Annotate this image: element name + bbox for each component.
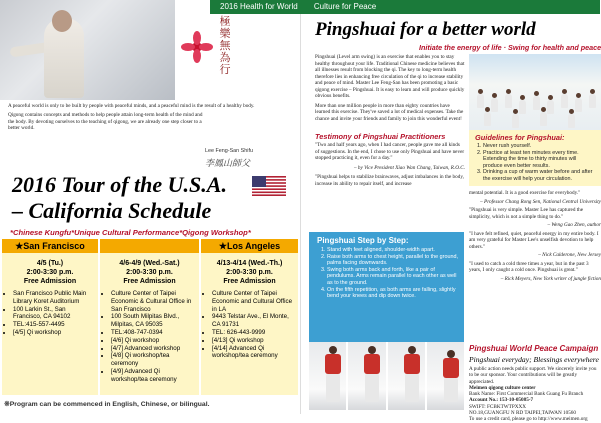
detail-item: • [4/14] Advanced Qi workshop/tea ceremony: [212, 345, 295, 361]
calligraphy-column: [213, 16, 237, 88]
event-dates: [2, 259, 98, 286]
city-header: ★San Francisco: [2, 239, 98, 253]
peace-campaign-subtitle: Pingshuai everyday; Blessings everywhere: [469, 355, 599, 364]
signature-mark: 李鳳山師父: [205, 159, 251, 169]
campaign-line: Account No.: 153-10-05085-7: [469, 397, 534, 404]
detail-item: • 100 South Milpitas Blvd., Milpitas, CA 95035: [111, 313, 196, 329]
schedule-column: [201, 239, 298, 395]
pose-photo: [427, 342, 464, 410]
tour-title: 2016 Tour of the U.S.A. – California Schedule: [12, 172, 227, 223]
testimony-attribution: – Rick Meyers, New York writer of jungle fiction: [500, 275, 601, 282]
step-item: 4. On the fifth repetition, as both arms are falling, slightly bend your knees and dip down twice.: [327, 287, 458, 300]
city-header: [100, 239, 199, 253]
event-details: [201, 290, 298, 360]
crowd-photo: [469, 54, 601, 130]
pose-photo: [388, 342, 425, 410]
event-admission: Free Admission: [23, 278, 77, 285]
campaign-line: Bank Name: First Commercial Bank Guang Fu Branch: [469, 391, 584, 398]
campaign-line: Meimen qigong culture center: [469, 384, 536, 391]
event-date: 4/6-4/9 (Wed.-Sat.): [119, 260, 180, 267]
detail-item: • TEL: 626-443-9999: [212, 329, 295, 337]
event-admission: Free Admission: [123, 278, 176, 285]
guidelines-title: Guidelines for Pingshuai:: [475, 133, 565, 142]
guideline-item: 2. Practice at least ten minutes every time. Extending the time to thirty minutes will produce even better results.: [483, 150, 597, 170]
detail-item: • 100 Larkin St., San Francisco, CA 94102: [13, 306, 95, 322]
detail-item: • Culture Center of Taipei Economic and Cultural Office in LA: [212, 290, 295, 313]
step-item: 2. Raise both arms to chest height, parallel to the ground, palms facing downwards.: [327, 254, 458, 267]
calligraphy-char: 為: [219, 51, 231, 64]
campaign-link[interactable]: To use a credit card, please go to http://www.meimen.org: [469, 416, 588, 423]
pose-photo: [348, 342, 385, 410]
calligraphy-char: 極: [219, 15, 231, 28]
pose-photo: [309, 342, 346, 410]
peace-campaign-text: [469, 366, 601, 423]
intro-paragraph: More than one million people in more than eighty countries have learned this exercise. They've saved a lot of medical expenses. Take the chance and invite your friends and family to join this wonderful event!: [315, 102, 464, 122]
us-flag-icon: [252, 176, 286, 196]
step-item: 3. Swing both arms back and forth, like a pair of pendulums. Arms remain parallel to each other as well as to the ground.: [327, 267, 458, 287]
event-details: [2, 290, 98, 337]
master-photo: [0, 0, 175, 100]
step-item: 1. Stand with feet aligned, shoulder-width apart.: [327, 247, 458, 254]
schedule-column: [100, 239, 199, 395]
pingshuai-title: Pingshuai for a better world: [315, 19, 536, 40]
tour-subtitle: *Chinese Kungfu*Unique Cultural Performance*Qigong Workshop*: [10, 228, 251, 237]
event-date: 4/13-4/14 (Wed.-Th.): [216, 260, 283, 267]
detail-item: • [4/5] Qi workshop: [13, 329, 95, 337]
testimony-quote: "Two and half years ago, when I had cancer, people gave me all kinds of suggestions. In the end, I chose to use only Pingshuai and have never stopped practicing it, even for a day.": [315, 142, 465, 161]
event-time: 2:00-3:30 p.m.: [126, 269, 173, 276]
detail-item: • Culture Center of Taipei Economic & Cultural Office in San Francisco: [111, 290, 196, 313]
city-header: ★Los Angeles: [201, 239, 298, 253]
quote-paragraph: A peaceful world is only to be built by people with peaceful minds, and a peaceful mind is the result of a healthy body.: [8, 103, 255, 109]
pingshuai-subtitle: Initiate the energy of life · Swing for health and peace: [419, 43, 601, 52]
signature-block: [205, 148, 295, 169]
detail-item: • San Francisco Public Main Library Koret Auditorium: [13, 290, 95, 306]
steps-title: Pingshuai Step by Step:: [317, 236, 409, 245]
photo-head: [52, 10, 72, 32]
testimony-quote: "I have felt refined, quiet, peaceful energy in my entire body. I am very grateful for Master Lee's unselfish devotion to help others.": [469, 230, 599, 250]
guideline-item: 3. Drinking a cup of warm water before and after the exercise will help your circulation.: [483, 169, 597, 182]
intro-text: [315, 54, 465, 125]
testimony-attribution: – Nick Calderone, New Jersey: [538, 252, 601, 258]
event-time: 2:00-3:30 p.m.: [26, 269, 74, 276]
campaign-line: A public action needs public support. We sincerely invite you to be our sponsor. Your contributions will be greatly appreciated.: [469, 366, 597, 385]
event-time: 2:00-3:30 p.m.: [226, 269, 273, 276]
testimony-continued: [469, 190, 601, 284]
event-details: [100, 290, 199, 384]
testimony-attribution: – Weng Gao Zhen, author: [547, 222, 601, 228]
event-date: 4/5 (Tu.): [36, 260, 64, 267]
detail-item: • TEL:415-557-4495: [13, 321, 95, 329]
step-by-step-box: [309, 232, 464, 342]
calligraphy-char: 行: [219, 63, 231, 76]
peace-campaign-title: Pingshuai World Peace Campaign: [469, 344, 599, 353]
intro-paragraph: Pingshuai (Level arm swing) is an exercise that enables you to stay healthy throughout your life. Traditional Chinese medicine believes that all illnesses result from blocking the qi. The key to long-term health therefore lies in enhancing free circulation of the qi to increase stability and peace of mind. Master Lee Feng-San has been promoting a basic qigong exercise – Pingshuai. It is easy to learn and will produce quickly obvious benefits.: [315, 54, 465, 99]
testimony-attribution: – by Vice President Xiao Wan Chang, Taiwan, R.O.C.: [354, 164, 465, 171]
lotus-emblem-icon: [180, 30, 214, 64]
testimony-quote: "Pingshuai is very simple. Master Lee has captured the simplicity, which is not a simple thing to do.": [469, 207, 584, 220]
calligraphy-char: 樂: [219, 27, 231, 40]
campaign-line: SWIFT: FCBKTWTPXXX: [469, 403, 526, 410]
campaign-line: NO.18,GUANGFU N RD TAIPEI,TAIWAN 10560: [469, 410, 576, 417]
right-page: [300, 0, 601, 423]
testimony-quote: "I used to catch a cold three times a year, but in the past 3 years, I only caught a cold once. Pingshuai is great.": [469, 260, 589, 273]
detail-item: • [4/8] Qi workshop/tea ceremony: [111, 352, 196, 368]
detail-item: • [4/6] Qi workshop: [111, 337, 196, 345]
testimony-title: Testimony of Pingshuai Practitioners: [315, 132, 446, 141]
testimony-quote: "Pingshuai helps to stabilize brainwaves, adjust imbalances in the body, increase its ability to repair itself, and increase: [315, 174, 464, 187]
calligraphy-char: 無: [219, 39, 231, 52]
detail-item: • TEL:408-747-0394: [111, 329, 196, 337]
guideline-item: 1. Never rush yourself.: [483, 143, 597, 150]
detail-item: • [4/13] Qi workshop: [212, 337, 295, 345]
signature-name: Lee Feng-San Shifu: [205, 148, 253, 154]
testimony-text: [315, 142, 465, 190]
steps-list: [309, 247, 464, 300]
testimony-attribution: – Professor Chang Rong Sen, National Central University: [480, 198, 601, 205]
detail-item: • 9443 Telstar Ave., El Monte, CA 91731: [212, 313, 295, 329]
quote-paragraph: Qigong contains concepts and methods to help people attain long-term health of the mind and the body. By devoting ourselves to the teaching of qigong, we are already one step closer to a better world.: [8, 112, 203, 132]
event-admission: Free Admission: [223, 278, 276, 285]
schedule-table: [2, 239, 298, 395]
header-item: 2016 Health for World: [220, 2, 298, 11]
master-quote: [8, 103, 292, 135]
event-dates: [201, 259, 298, 286]
guidelines-box: [469, 130, 601, 186]
detail-item: • [4/9] Advanced Qi workshop/tea ceremony: [111, 368, 196, 384]
event-dates: [100, 259, 199, 286]
schedule-column: [2, 239, 98, 395]
pose-photos: [309, 342, 464, 410]
detail-item: • [4/7] Advanced workshop: [111, 345, 196, 353]
header-item: Culture for Peace: [313, 2, 377, 11]
header-bar: [210, 0, 600, 14]
left-page: [0, 0, 300, 414]
testimony-quote: mental potential. It is a good exercise for everybody.": [469, 190, 581, 196]
language-note: ※Program can be commenced in English, Chinese, or bilingual.: [4, 401, 210, 408]
guidelines-list: [469, 143, 601, 183]
